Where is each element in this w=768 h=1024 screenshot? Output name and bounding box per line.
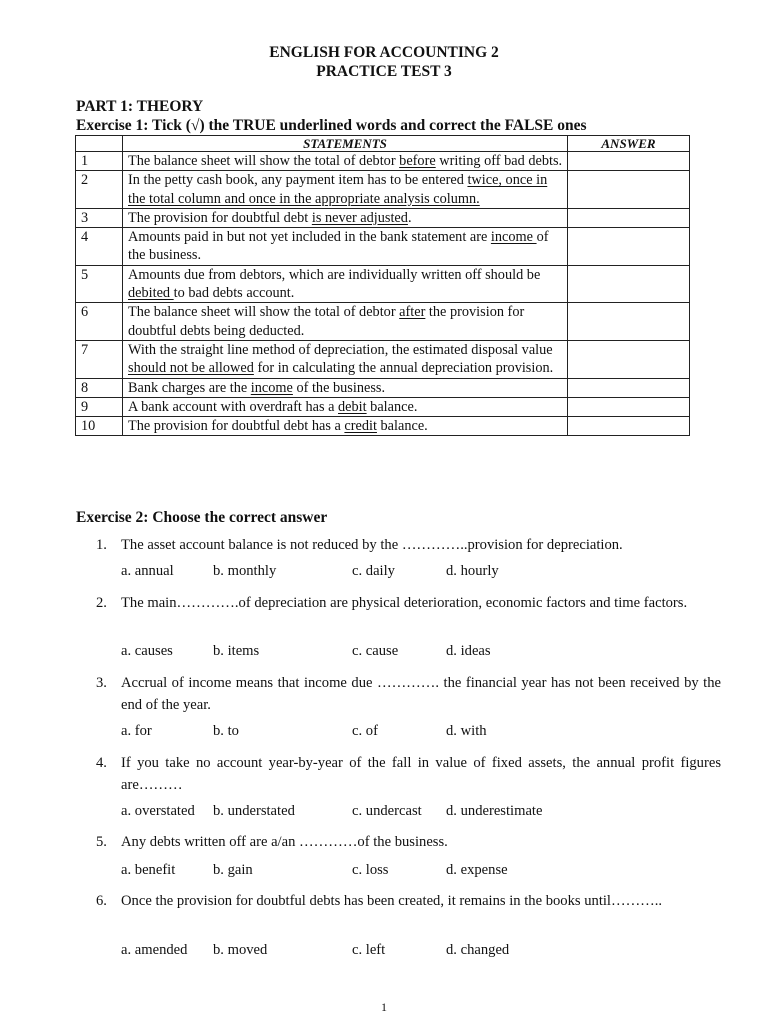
question [96,534,721,556]
question-text: The main………….of depreciation are physical deterioration, economic factors and time factors. [121,595,688,611]
table-row [76,378,690,397]
table-row [76,171,690,209]
table-row [76,228,690,266]
question-number: 1. [96,537,107,553]
answer-option[interactable]: c. loss [352,862,389,878]
row-number: 5 [76,265,123,303]
question-number: 6. [96,893,107,909]
row-number: 4 [76,228,123,266]
table-row [76,152,690,171]
row-number: 1 [76,152,123,171]
answer-option[interactable]: a. annual [121,563,174,579]
answer-cell[interactable] [568,378,690,397]
answer-cell[interactable] [568,340,690,378]
underlined-term: should not be allowed [128,360,254,377]
statement-text: the provision for doubtful debts being deducted. [128,304,525,339]
table-row [76,340,690,378]
question-text: Any debts written off are a/an …………of the business. [121,834,448,850]
question-number: 5. [96,834,107,850]
page-number: 1 [381,1000,387,1014]
row-statement [123,303,568,341]
question [96,752,721,796]
answer-option[interactable]: b. to [213,723,239,739]
row-number: 2 [76,171,123,209]
underlined-term: debited [128,285,174,302]
answer-cell[interactable] [568,228,690,266]
question-text: Once the provision for doubtful debts has been created, it remains in the books until……….. [121,893,663,909]
underlined-term: income [250,379,293,396]
answer-option[interactable]: b. monthly [213,563,277,579]
table-row [76,417,690,436]
answer-option[interactable]: d. underestimate [446,803,543,819]
statement-text: to bad debts account. [173,285,295,302]
statement-text: of the business. [128,229,549,264]
table-row [76,303,690,341]
question-number: 2. [96,595,107,611]
row-statement [123,265,568,303]
answer-option[interactable]: a. for [121,723,152,739]
exercise2-heading: Exercise 2: Choose the correct answer [76,509,328,526]
statement-text: Bank charges are the [128,379,251,396]
statement-text: The provision for doubtful debt has a [128,418,345,435]
statement-text: balance. [376,418,428,435]
row-statement [123,152,568,171]
question [96,592,721,614]
row-statement [123,397,568,416]
table-row [76,208,690,227]
answer-cell[interactable] [568,208,690,227]
answer-cell[interactable] [568,303,690,341]
answer-cell[interactable] [568,397,690,416]
statement-text: of the business. [292,379,386,396]
statement-text: writing off bad debts. [435,153,563,169]
answer-option[interactable]: c. of [352,723,378,739]
answer-option[interactable]: a. amended [121,942,188,958]
row-number: 6 [76,303,123,341]
statement-text: The balance sheet will show the total of debtor [128,304,400,321]
row-number: 10 [76,417,123,436]
question [96,672,721,716]
row-number: 7 [76,340,123,378]
statement-text: The provision for doubtful debt [128,209,312,226]
underlined-term: twice, once in the total column and once in the appropriate analysis column. [128,172,548,207]
row-number: 9 [76,397,123,416]
question-text: The asset account balance is not reduced by the …………..provision for depreciation. [121,537,623,553]
answer-option[interactable]: c. left [352,942,386,958]
underlined-term: credit [344,418,377,435]
underlined-term: is never adjusted [311,209,408,226]
question-number: 3. [96,675,107,691]
part-heading: PART 1: THEORY [76,98,204,115]
answer-option[interactable]: c. undercast [352,803,422,819]
table-header-answer: ANSWER [568,136,690,152]
statement-text: With the straight line method of depreciation, the estimated disposal value [128,341,553,358]
answer-option[interactable]: d. expense [446,862,508,878]
statements-table [75,135,690,436]
row-statement [123,340,568,378]
row-statement [123,228,568,266]
question-text: If you take no account year-by-year of the fall in value of fixed assets, the annual profit figures are……… [121,755,721,793]
row-statement [123,208,568,227]
question [96,831,721,853]
underlined-term: after [399,304,426,321]
statement-text: Amounts due from debtors, which are individually written off should be [128,266,541,283]
statements-table-body [76,152,690,436]
answer-option[interactable]: d. changed [446,942,510,958]
question-text: Accrual of income means that income due …………. the financial year has not been received by the end of the year. [121,675,721,713]
table-row [76,397,690,416]
answer-cell[interactable] [568,171,690,209]
answer-option[interactable]: b. moved [213,942,268,958]
underlined-term: debit [338,398,367,415]
answer-option[interactable]: d. hourly [446,563,499,579]
answer-option[interactable]: a. causes [121,643,173,659]
row-number: 3 [76,208,123,227]
answer-option[interactable]: b. understated [213,803,295,819]
row-statement [123,171,568,209]
question-number: 4. [96,755,107,771]
answer-cell[interactable] [568,417,690,436]
answer-option[interactable]: c. daily [352,563,395,579]
statement-text: A bank account with overdraft has a [128,398,339,415]
answer-option[interactable]: a. benefit [121,862,176,878]
answer-option[interactable]: d. with [446,723,487,739]
row-statement [123,417,568,436]
row-statement [123,378,568,397]
question [96,890,721,912]
answer-option[interactable]: a. overstated [121,803,195,819]
table-header-statements: STATEMENTS [123,136,568,152]
document-subtitle: PRACTICE TEST 3 [316,63,452,80]
table-row [76,265,690,303]
underlined-term: before [399,153,436,169]
document-title: ENGLISH FOR ACCOUNTING 2 [269,44,499,61]
row-number: 8 [76,378,123,397]
statement-text: . [407,209,412,226]
statement-text: balance. [366,398,418,415]
answer-option[interactable]: c. cause [352,643,399,659]
statement-text: The balance sheet will show the total of debtor [128,153,400,169]
statement-text: for in calculating the annual depreciation provision. [253,360,554,377]
statement-text: Amounts paid in but not yet included in the bank statement are [128,229,491,246]
answer-cell[interactable] [568,265,690,303]
answer-option[interactable]: d. ideas [446,643,491,659]
answer-option[interactable]: b. gain [213,862,253,878]
statement-text: In the petty cash book, any payment item has to be entered [128,172,468,189]
answer-option[interactable]: b. items [213,643,260,659]
answer-cell[interactable] [568,152,690,171]
table-header-num [76,136,123,152]
underlined-term: income [490,229,537,246]
table-header-row [76,136,690,152]
exercise1-heading: Exercise 1: Tick (√) the TRUE underlined words and correct the FALSE ones [76,117,587,134]
